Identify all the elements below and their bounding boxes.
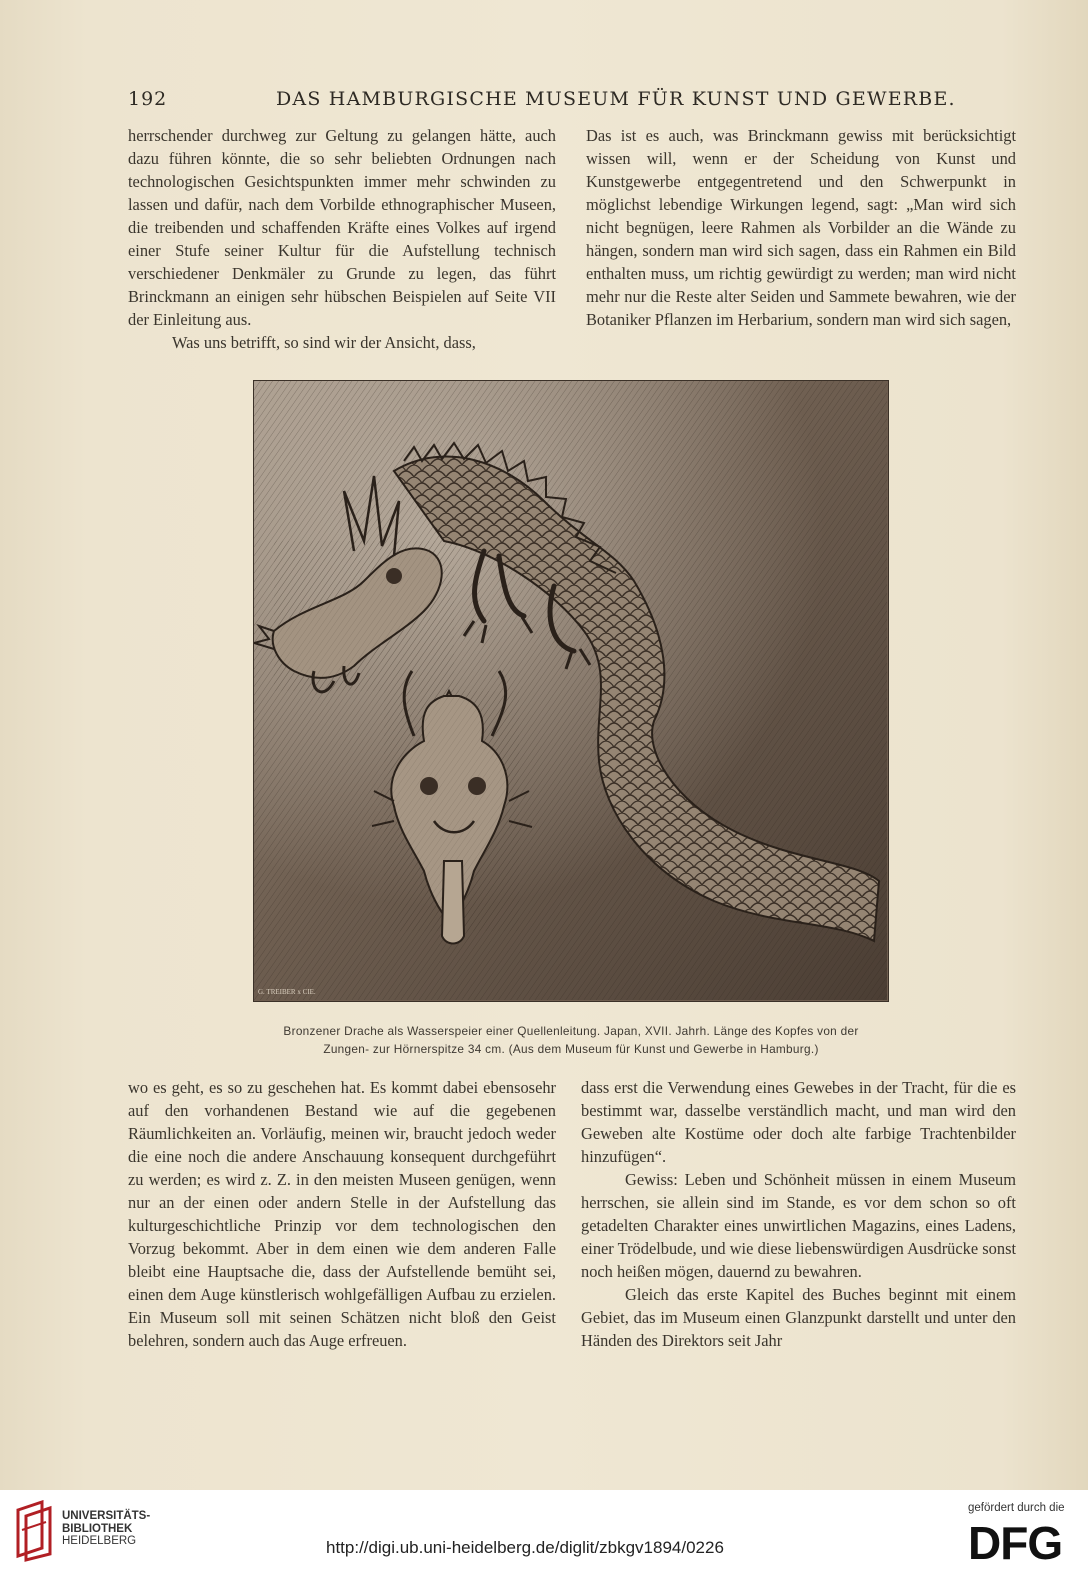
library-name-line: UNIVERSITÄTS- — [62, 1510, 151, 1522]
caption-line-2: Zungen- zur Hörnerspitze 34 cm. (Aus dem Museum für Kunst und Gewerbe in Hamburg.) — [323, 1042, 819, 1056]
running-title: DAS HAMBURGISCHE MUSEUM FÜR KUNST UND GEWERBE. — [276, 88, 956, 110]
library-name — [62, 1510, 150, 1548]
paragraph: dass erst die Verwendung eines Gewebes in der Tracht, für die es bestimmt war, dasselbe verständlich macht, und man wird den Geweben alte Kostüme oder doch alte farbige Trachtenbilder hinzufügen“. — [581, 1078, 1016, 1166]
column-top-left — [128, 124, 556, 354]
svg-text:G. TREIBER x CIE.: G. TREIBER x CIE. — [258, 988, 316, 996]
permalink-url[interactable]: http://digi.ub.uni-heidelberg.de/diglit/zbkgv1894/0226 — [326, 1538, 724, 1557]
dragon-engraving-image — [254, 381, 887, 1000]
library-logo-icon — [12, 1500, 56, 1562]
paragraph: herrschender durchweg zur Geltung zu gelangen hätte, auch dazu führen könnte, die so sehr beliebten Ordnungen nach technologischen Gesichtspunkten immer mehr schwinden zu lassen und dafür, nach dem Vorbilde ethnographischer Museen, die treibenden und schaffenden Kräfte eines Volkes auf irgend einer Stufe seiner Kultur für die Aufstellung technisch verschiedener Denkmäler zu Grunde zu legen, das führt Brinckmann an einigen sehr hübschen Beispielen auf Seite VII der Einleitung aus. — [128, 126, 556, 329]
page-number: 192 — [128, 88, 168, 110]
running-head — [128, 86, 956, 116]
paragraph: Gewiss: Leben und Schönheit müssen in einem Museum herrschen, sie allein sind im Stande, es vor dem schon so oft getadelten Charakter eines unwirtlichen Magazins, eines Ladens, einer Trödelbude, und wie diese liebenswürdigen Ausdrücke sonst noch heißen mögen, dauernd zu bewahren. — [581, 1170, 1016, 1281]
column-top-right — [586, 124, 1016, 331]
paragraph: wo es geht, es so zu geschehen hat. Es kommt dabei ebensosehr auf den vorhandenen Bestand wie auf die gegebenen Räumlichkeiten an. Vorläufig, meinen wir, braucht jedoch weder die eine noch die andere Anschauung konsequent durchgeführt zu werden; es wird z. Z. in den meisten Museen genügen, wenn nur an der einen oder andern Stelle in der Aufstellung das kulturgeschichtliche Prinzip vor dem technologischen den Vorzug bekommt. Aber in dem einen wie dem anderen Falle bleibt eine Hauptsache die, dass der Aufstellende bemüht sei, einen dem Auge künstlerisch wohlgefälligen Aufbau zu erzielen. Ein Museum soll mit seinen Schätzen nicht bloß den Geist belehren, sondern auch das Auge erfreuen. — [128, 1078, 556, 1350]
paragraph: Was uns betrifft, so sind wir der Ansicht, dass, — [172, 333, 476, 352]
library-name-line: HEIDELBERG — [62, 1535, 137, 1547]
figure-caption — [200, 1022, 942, 1058]
digitization-footer — [0, 1490, 1088, 1573]
paragraph: Gleich das erste Kapitel des Buches beginnt mit einem Gebiet, das im Museum einen Glanzpunkt darstellt und unter den Händen des Direktors seit Jahr — [581, 1285, 1016, 1350]
library-name-line: BIBLIOTHEK — [62, 1522, 133, 1535]
column-bottom-right — [581, 1076, 1016, 1352]
dragon-engraving-figure — [253, 380, 889, 1002]
caption-line-1: Bronzener Drache als Wasserspeier einer Quellenleitung. Japan, XVII. Jahrh. Länge des Kopfes von der — [283, 1024, 859, 1038]
funded-by-text: gefördert durch die — [968, 1502, 1065, 1514]
dfg-logo: DFG — [968, 1517, 1063, 1569]
paragraph: Das ist es auch, was Brinckmann gewiss mit berücksichtigt wissen will, wenn er der Scheidung von Kunst und Kunstgewerbe entgegentretend und den Schwerpunkt in möglichst lebendige Wirkungen legend, sagt: „Man wird sich nicht begnügen, leere Rahmen als Vorbilder an die Wände zu hängen, sondern man wird sich sagen, dass ein Rahmen ein Bild enthalten muss, um richtig gewürdigt zu werden; man wird nicht mehr nur die Reste alter Seiden und Sammete bewahren, wie der Botaniker Pflanzen im Herbarium, sondern man wird sich sagen, — [586, 126, 1016, 329]
column-bottom-left — [128, 1076, 556, 1352]
